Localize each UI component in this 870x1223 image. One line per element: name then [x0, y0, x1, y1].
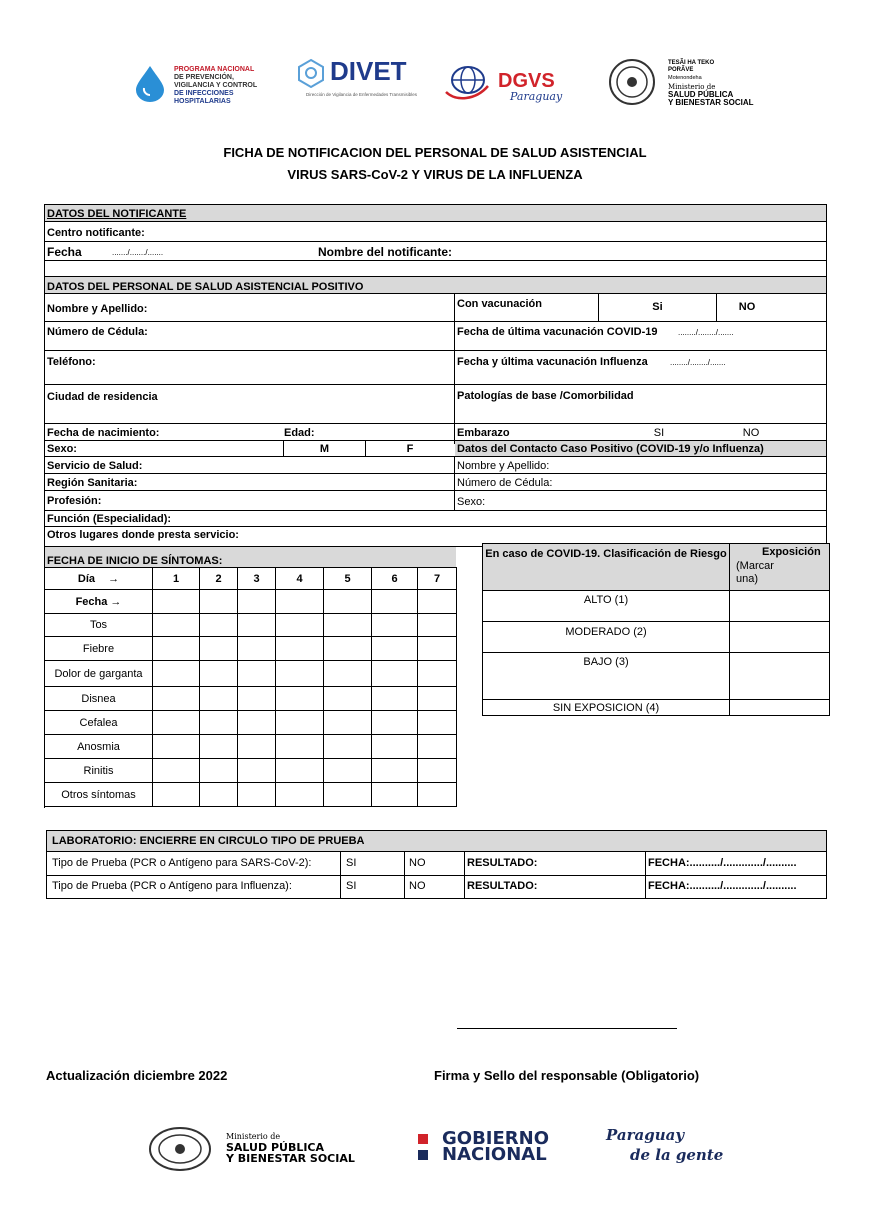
footer-logo-ministerio [148, 1126, 388, 1172]
symptom-cell[interactable] [372, 783, 418, 807]
pncih-line-1: PROGRAMA NACIONAL [174, 66, 255, 73]
fecha-nacimiento-label: Fecha de nacimiento: [47, 427, 160, 439]
day-4: 4 [276, 568, 324, 590]
edad-label: Edad: [284, 427, 315, 439]
symptom-cell[interactable] [418, 711, 457, 735]
dgvs-title: DGVS [498, 70, 555, 92]
lab-influenza-no[interactable]: NO [409, 880, 426, 892]
symptom-cell[interactable] [238, 637, 276, 661]
symptom-label: Anosmia [45, 735, 153, 759]
exposicion-label: Exposición [762, 546, 821, 558]
lab-tipo-sars: Tipo de Prueba (PCR o Antígeno para SARS-CoV-2): [52, 857, 312, 869]
symptom-cell[interactable] [418, 637, 457, 661]
vacunacion-no[interactable]: NO [738, 301, 756, 313]
symptom-cell[interactable] [324, 735, 372, 759]
symptom-cell[interactable] [324, 687, 372, 711]
ministry-line-2: SALUD PÚBLICA [668, 90, 734, 99]
fecha-vac-covid-blank[interactable]: ......../......../....... [678, 328, 734, 337]
sexo-m[interactable]: M [319, 443, 330, 455]
symptom-cell[interactable] [276, 711, 324, 735]
riesgo-alto-checkbox[interactable] [730, 591, 829, 621]
sintomas-header: FECHA DE INICIO DE SÍNTOMAS: [47, 555, 223, 567]
fecha-cell[interactable] [238, 590, 276, 614]
logo-divet [296, 56, 436, 104]
lab-influenza-si[interactable]: SI [346, 880, 357, 892]
symptom-cell[interactable] [200, 661, 238, 687]
profesion-label: Profesión: [47, 495, 102, 507]
symptom-cell[interactable] [324, 711, 372, 735]
symptom-cell[interactable] [276, 637, 324, 661]
symptom-cell[interactable] [238, 759, 276, 783]
ministry-mid-line: Motenondeha [668, 75, 702, 81]
nombre-apellido-label: Nombre y Apellido: [47, 303, 148, 315]
symptom-cell[interactable] [372, 637, 418, 661]
symptom-cell[interactable] [238, 711, 276, 735]
lab-influenza-resultado: RESULTADO: [467, 880, 538, 892]
patologias-label: Patologías de base /Comorbilidad [457, 390, 634, 402]
symptom-cell[interactable] [324, 661, 372, 687]
fecha-label: Fecha [47, 245, 82, 259]
riesgo-sin-exposicion-checkbox[interactable] [730, 700, 829, 715]
symptom-cell[interactable] [418, 687, 457, 711]
symptom-label: Tos [45, 614, 153, 637]
gobierno-line-2: NACIONAL [442, 1144, 547, 1165]
form-title-line-2: VIRUS SARS-CoV-2 Y VIRUS DE LA INFLUENZA [287, 167, 583, 182]
dgvs-subtitle: Paraguay [510, 90, 563, 103]
symptom-cell[interactable] [324, 759, 372, 783]
symptom-label: Dolor de garganta [45, 661, 153, 687]
fecha-cell[interactable] [276, 590, 324, 614]
lab-sars-si[interactable]: SI [346, 857, 357, 869]
national-seal-icon [606, 58, 658, 106]
actualizacion-text: Actualización diciembre 2022 [46, 1068, 228, 1083]
dia-label: Día [77, 572, 96, 585]
symptom-label: Cefalea [45, 711, 153, 735]
riesgo-bajo-checkbox[interactable] [730, 653, 829, 699]
con-vacunacion-label: Con vacunación [457, 298, 542, 310]
fecha-cell[interactable] [372, 590, 418, 614]
symptom-cell[interactable] [418, 735, 457, 759]
divet-emblem-icon [296, 58, 326, 88]
footer-ministry-line-2: SALUD PÚBLICA [226, 1141, 325, 1154]
symptom-cell[interactable] [238, 661, 276, 687]
fecha-vac-influenza-blank[interactable]: ......../......../....... [670, 358, 726, 367]
fecha-cell[interactable] [418, 590, 457, 614]
nombre-notificante-label: Nombre del notificante: [318, 245, 453, 259]
symptom-cell[interactable] [153, 687, 200, 711]
symptom-cell[interactable] [200, 687, 238, 711]
symptom-cell[interactable] [153, 614, 200, 637]
symptom-cell[interactable] [418, 661, 457, 687]
footer-ministry-line-3: Y BIENESTAR SOCIAL [226, 1152, 355, 1165]
symptom-cell[interactable] [418, 783, 457, 807]
otros-lugares-label: Otros lugares donde presta servicio: [47, 529, 239, 541]
divet-title: DIVET [330, 56, 407, 86]
symptom-cell[interactable] [153, 661, 200, 687]
notificante-header: DATOS DEL NOTIFICANTE [47, 208, 187, 220]
sintomas-table [44, 567, 457, 807]
symptom-cell[interactable] [324, 614, 372, 637]
ministry-top-line: TESÃI HA TEKO PORÃVE [668, 60, 715, 73]
riesgo-alto: ALTO (1) [583, 594, 629, 606]
vacunacion-si[interactable]: Si [652, 301, 663, 313]
pncih-line-3: VIGILANCIA Y CONTROL [174, 82, 258, 89]
logo-pncih [130, 62, 290, 105]
globe-icon [442, 62, 492, 104]
symptom-cell[interactable] [372, 687, 418, 711]
logo-dgvs [442, 62, 582, 106]
ministry-line-3: Y BIENESTAR SOCIAL [668, 98, 754, 107]
symptom-cell[interactable] [200, 735, 238, 759]
symptom-cell[interactable] [372, 759, 418, 783]
symptom-cell[interactable] [324, 637, 372, 661]
footer-ministry-line-1: Ministerio de [226, 1132, 281, 1141]
symptom-cell[interactable] [153, 735, 200, 759]
fecha-cell[interactable] [153, 590, 200, 614]
symptom-cell[interactable] [372, 614, 418, 637]
cedula-label: Número de Cédula: [47, 326, 148, 338]
firma-sello-label: Firma y Sello del responsable (Obligatorio) [434, 1068, 700, 1083]
symptom-cell[interactable] [238, 735, 276, 759]
day-1: 1 [153, 568, 200, 590]
divet-subtitle: Dirección de Vigilancia de Enfermedades Transmisibles [306, 92, 417, 97]
symptom-cell[interactable] [238, 783, 276, 807]
marcar-una-label: (Marcar una) [736, 560, 774, 585]
ministry-line-1: Ministerio de [668, 83, 716, 91]
symptom-cell[interactable] [200, 614, 238, 637]
signature-line[interactable] [457, 1028, 677, 1029]
paraguay-line-2: de la gente [630, 1146, 724, 1164]
national-seal-icon [148, 1126, 212, 1172]
symptom-cell[interactable] [153, 637, 200, 661]
riesgo-header: En caso de COVID-19. Clasificación de Riesgo [485, 548, 727, 560]
ciudad-label: Ciudad de residencia [47, 391, 158, 403]
fecha-row-label [45, 590, 153, 614]
drop-icon [130, 62, 170, 102]
riesgo-bajo: BAJO (3) [583, 656, 629, 668]
day-3: 3 [238, 568, 276, 590]
symptom-cell[interactable] [276, 687, 324, 711]
fecha-blank[interactable]: ......./......./....... [112, 248, 164, 257]
symptom-cell[interactable] [153, 783, 200, 807]
symptom-cell[interactable] [276, 735, 324, 759]
fecha-vac-covid-label: Fecha de última vacunación COVID-19 [457, 326, 658, 338]
symptom-cell[interactable] [200, 783, 238, 807]
symptom-cell[interactable] [276, 614, 324, 637]
symptom-cell[interactable] [200, 759, 238, 783]
fecha-cell[interactable] [324, 590, 372, 614]
lab-tipo-influenza: Tipo de Prueba (PCR o Antígeno para Influenza): [52, 880, 292, 892]
flag-blue-square-icon [418, 1150, 428, 1160]
personal-header: DATOS DEL PERSONAL DE SALUD ASISTENCIAL POSITIVO [47, 281, 364, 293]
lab-sars-resultado: RESULTADO: [467, 857, 538, 869]
symptom-cell[interactable] [276, 759, 324, 783]
symptom-cell[interactable] [372, 711, 418, 735]
riesgo-sin-exposicion: SIN EXPOSICION (4) [552, 702, 660, 714]
gobierno-line-1: GOBIERNO [442, 1128, 550, 1149]
fecha-cell[interactable] [200, 590, 238, 614]
paraguay-line-1: Paraguay [606, 1126, 685, 1144]
footer-logo-paraguay [606, 1126, 736, 1170]
fecha-row-text: Fecha [75, 595, 108, 608]
arrow-right-icon: → [108, 572, 120, 585]
symptom-cell[interactable] [200, 637, 238, 661]
logo-ministerio-top [606, 58, 776, 108]
embarazo-si[interactable]: SI [653, 427, 665, 439]
symptom-cell[interactable] [200, 711, 238, 735]
day-7: 7 [418, 568, 457, 590]
centro-notificante-label: Centro notificante: [47, 227, 145, 239]
telefono-label: Teléfono: [47, 356, 96, 368]
laboratorio-header: LABORATORIO: ENCIERRE EN CIRCULO TIPO DE PRUEBA [52, 835, 365, 847]
sexo-label: Sexo: [47, 443, 77, 455]
pncih-line-4: DE INFECCIONES HOSPITALARIAS [174, 90, 234, 105]
lab-sars-no[interactable]: NO [409, 857, 426, 869]
contacto-header: Datos del Contacto Caso Positivo (COVID-19 y/o Influenza) [457, 443, 764, 455]
riesgo-moderado: MODERADO (2) [565, 626, 647, 638]
contacto-cedula-label: Número de Cédula: [457, 477, 553, 489]
flag-red-square-icon [418, 1134, 428, 1144]
symptom-cell[interactable] [418, 614, 457, 637]
symptom-cell[interactable] [238, 614, 276, 637]
symptom-cell[interactable] [276, 661, 324, 687]
symptom-cell[interactable] [372, 735, 418, 759]
day-2: 2 [200, 568, 238, 590]
lab-influenza-fecha[interactable]: FECHA:........../............./.......... [648, 880, 797, 892]
pncih-line-2: DE PREVENCIÓN, [174, 74, 234, 81]
contacto-sexo-label: Sexo: [457, 496, 486, 508]
symptom-cell[interactable] [418, 759, 457, 783]
symptom-cell[interactable] [153, 759, 200, 783]
day-6: 6 [372, 568, 418, 590]
region-sanitaria-label: Región Sanitaria: [47, 477, 138, 489]
sexo-f[interactable]: F [406, 443, 414, 455]
symptom-cell[interactable] [372, 661, 418, 687]
contacto-nombre-label: Nombre y Apellido: [457, 460, 550, 472]
symptom-cell[interactable] [276, 783, 324, 807]
day-5: 5 [324, 568, 372, 590]
symptom-cell[interactable] [238, 687, 276, 711]
embarazo-label: Embarazo [457, 427, 510, 439]
lab-sars-fecha[interactable]: FECHA:........../............./.......... [648, 857, 797, 869]
symptom-label: Fiebre [45, 637, 153, 661]
funcion-label: Función (Especialidad): [47, 513, 172, 525]
riesgo-moderado-checkbox[interactable] [730, 622, 829, 652]
fecha-vac-influenza-label: Fecha y última vacunación Influenza [457, 356, 648, 368]
symptom-label: Otros síntomas [45, 783, 153, 807]
symptom-label: Disnea [45, 687, 153, 711]
symptom-label: Rinitis [45, 759, 153, 783]
form-title-line-1: FICHA DE NOTIFICACION DEL PERSONAL DE SALUD ASISTENCIAL [223, 145, 647, 160]
footer-logo-gobierno [418, 1128, 578, 1166]
symptom-cell[interactable] [153, 711, 200, 735]
symptom-cell[interactable] [324, 783, 372, 807]
servicio-salud-label: Servicio de Salud: [47, 460, 143, 472]
embarazo-no[interactable]: NO [742, 427, 760, 439]
arrow-right-icon: → [110, 595, 122, 608]
dia-row-label [45, 568, 153, 590]
